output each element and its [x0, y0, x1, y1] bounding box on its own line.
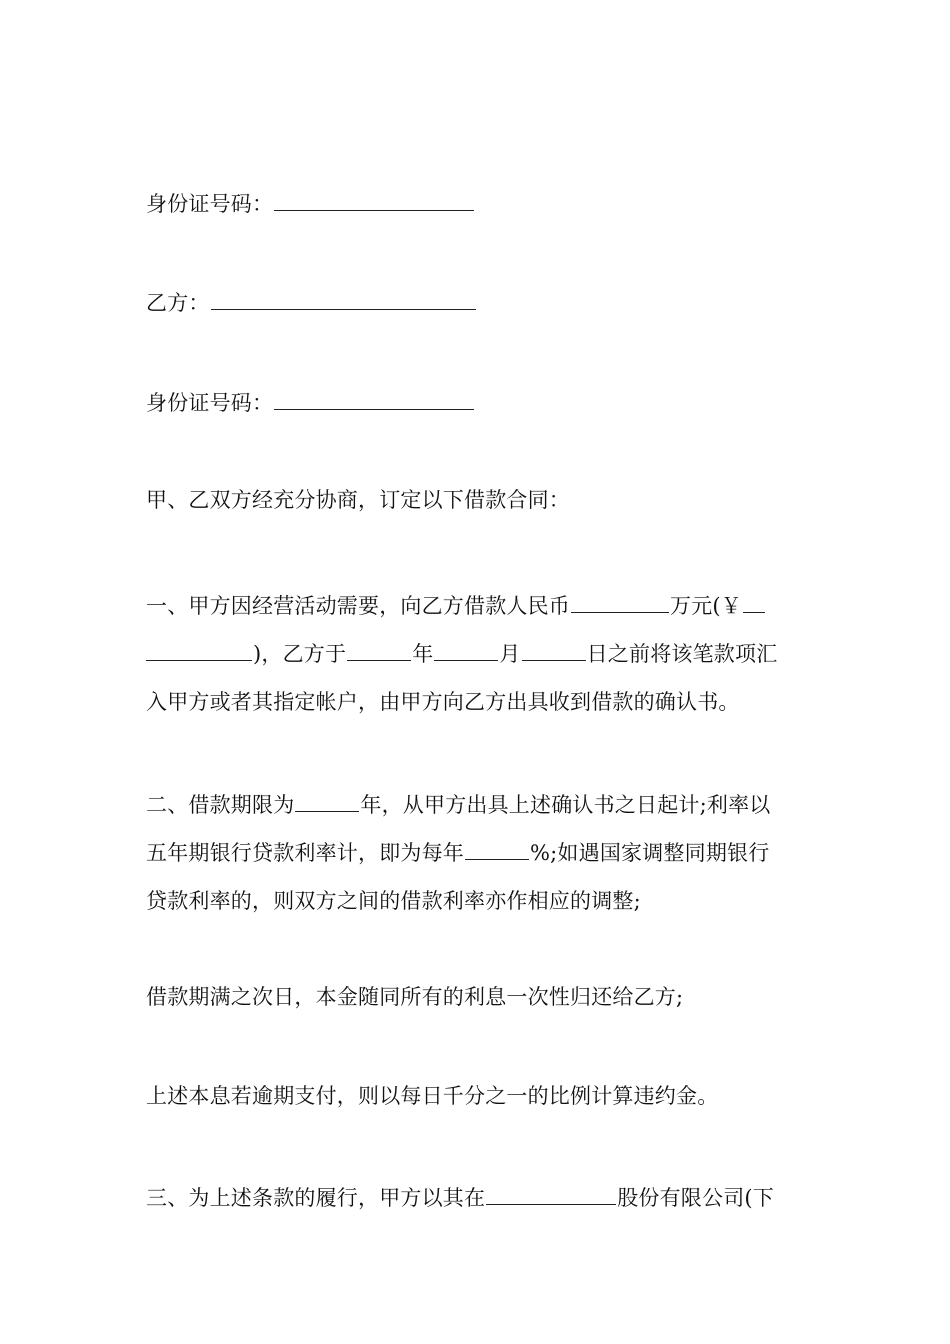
- id-number-line-1: [146, 192, 475, 215]
- clause-1-row-2: [146, 638, 777, 668]
- maturity-line: 借款期满之次日，本金随同所有的利息一次性归还给乙方;: [146, 985, 684, 1009]
- clause-1-row-1: [146, 590, 766, 620]
- day-blank[interactable]: [522, 642, 586, 661]
- clause-1: [146, 590, 810, 720]
- id-number-line-2: [146, 391, 475, 414]
- clause-1-text: 日之前将该笔款项汇: [586, 642, 778, 666]
- amount-words-blank[interactable]: [571, 594, 669, 613]
- year-label: 年: [412, 642, 434, 666]
- clause-2-text: 二、借款期限为: [146, 793, 295, 817]
- id-number-blank[interactable]: [274, 391, 474, 410]
- clause-1-text: 一、甲方因经营活动需要，向乙方借款人民币: [146, 594, 570, 618]
- clause-3-text: 三、为上述条款的履行，甲方以其在: [146, 1186, 486, 1210]
- id-number-blank[interactable]: [274, 192, 474, 211]
- amount-number-blank[interactable]: [743, 594, 765, 613]
- clause-2-row-3: 贷款利率的，则双方之间的借款利率亦作相应的调整;: [146, 889, 641, 913]
- party-b-line: [146, 291, 477, 314]
- id-number-label: 身份证号码：: [146, 192, 274, 216]
- clause-2-text: 五年期银行贷款利率计，即为每年: [146, 841, 464, 865]
- year-blank[interactable]: [347, 642, 411, 661]
- id-number-label: 身份证号码：: [146, 391, 274, 415]
- clause-2-text: 年，从甲方出具上述确认书之日起计;利率以: [360, 793, 771, 817]
- clause-3-text: 股份有限公司(下: [617, 1186, 774, 1210]
- company-name-blank[interactable]: [486, 1186, 616, 1205]
- clause-2: [146, 789, 810, 919]
- intro-line: 甲、乙双方经充分协商，订定以下借款合同：: [146, 488, 570, 512]
- amount-number-blank-cont[interactable]: [146, 642, 252, 661]
- penalty-line: 上述本息若逾期支付，则以每日千分之一的比例计算违约金。: [146, 1084, 719, 1108]
- clause-1-text: )，乙方于: [253, 642, 347, 666]
- month-blank[interactable]: [434, 642, 498, 661]
- clause-2-row-2: [146, 837, 769, 867]
- clause-2-text: %;如遇国家调整同期银行: [530, 841, 770, 865]
- month-label: 月: [499, 642, 521, 666]
- clause-1-text: 万元(￥: [670, 594, 742, 618]
- clause-1-row-3: 入甲方或者其指定帐户，由甲方向乙方出具收到借款的确认书。: [146, 690, 740, 714]
- party-b-blank[interactable]: [211, 291, 476, 310]
- clause-2-row-1: [146, 789, 770, 819]
- clause-3-row-1: [146, 1186, 774, 1209]
- party-b-label: 乙方：: [146, 291, 210, 315]
- interest-rate-blank[interactable]: [465, 841, 529, 860]
- term-years-blank[interactable]: [295, 793, 359, 812]
